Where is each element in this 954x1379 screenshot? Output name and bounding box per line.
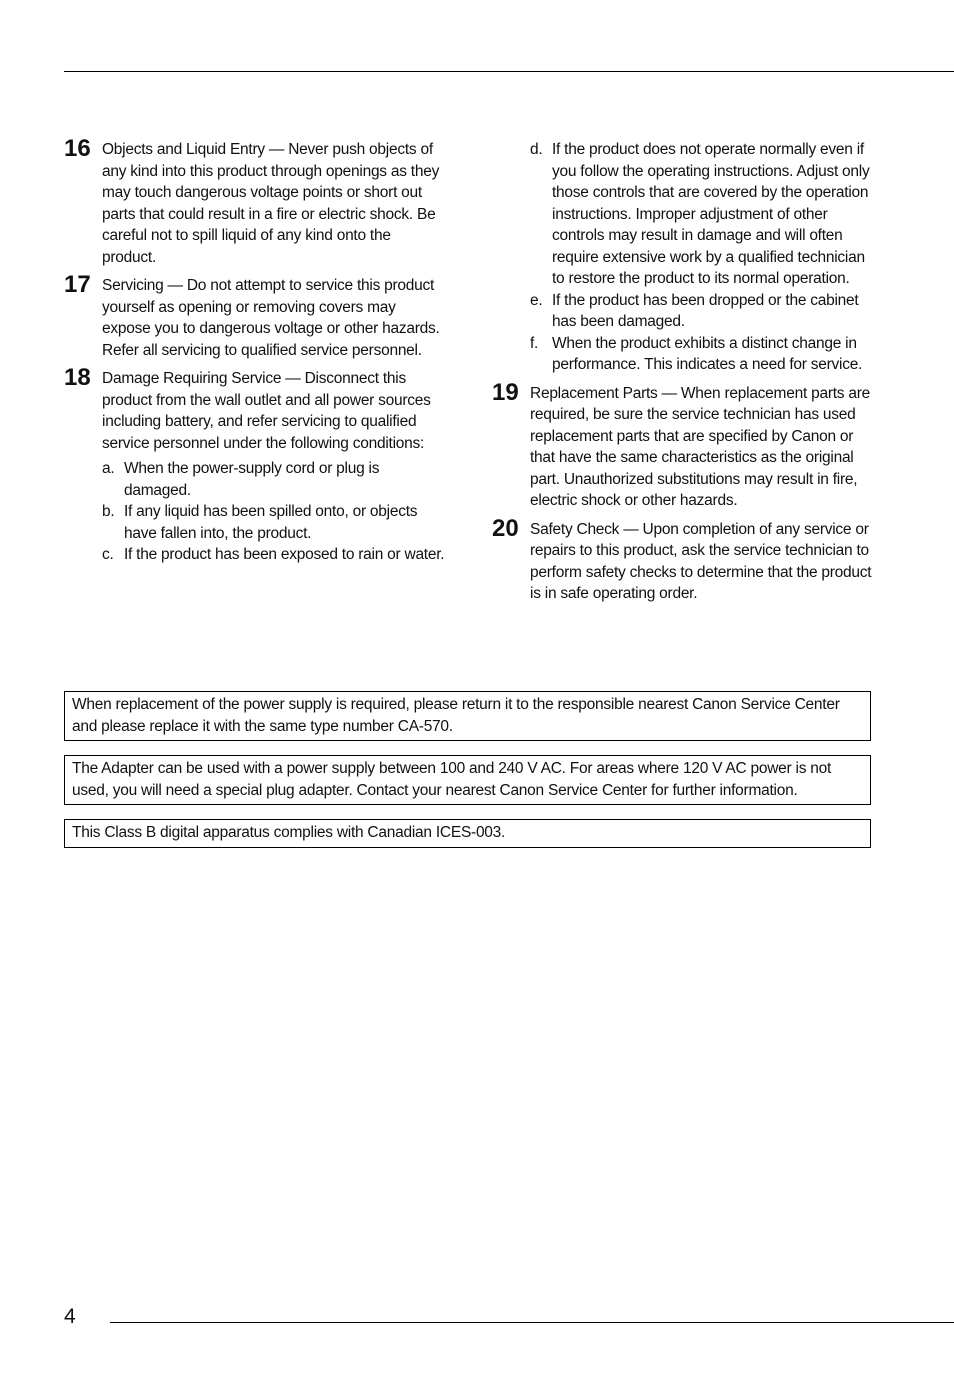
condition-marker: a. [102,460,115,477]
adapter-notice: The Adapter can be used with a power supply between 100 and 240 V AC. For areas where 120 V AC power is not used, you will need a special plug adapter. Contact your nearest Canon Service Center for further information. [64,755,871,805]
condition-text: When the product exhibits a distinct change in performance. This indicates a need for service. [552,334,863,373]
safety-item-19 [492,378,874,512]
ices-compliance-notice: This Class B digital apparatus complies with Canadian ICES-003. [64,819,871,848]
power-supply-notice: When replacement of the power supply is required, please return it to the responsible nearest Canon Service Center and please replace it with the same type number CA-570. [64,691,871,741]
condition-list-continued [492,139,874,376]
safety-item-18 [64,364,446,566]
item-text: Servicing — Do not attempt to service this product yourself as opening or removing covers may expose you to dangerous voltage or other hazards. Refer all servicing to qualified service personnel. [102,277,440,359]
condition-marker: f. [530,334,539,352]
item-number: 17 [64,271,91,298]
condition-text: When the power-supply cord or plug is damaged. [124,460,380,499]
safety-item-17 [64,271,446,361]
safety-item-16 [64,135,446,268]
left-column [64,135,446,573]
condition-marker: b. [102,503,115,520]
condition-marker: e. [530,291,543,309]
safety-item-20 [492,514,874,605]
condition-item-d [530,139,874,290]
item-number: 20 [492,514,519,542]
item-number: 18 [64,364,91,391]
condition-text: If the product has been dropped or the cabinet has been damaged. [552,291,859,330]
item-number: 16 [64,135,91,162]
item-number: 19 [492,378,519,406]
condition-text: If the product does not operate normally even if you follow the operating instructions. Adjust only those controls that are covered by the operation instructions. Improper adjustment of other controls may result in damage and will often require extensive work by a qualified technician to restore the product to its normal operation. [552,141,870,287]
condition-item-f [530,333,874,376]
condition-item-a [102,458,446,501]
item-text: Replacement Parts — When replacement parts are required, be sure the service technician has used replacement parts that are specified by Canon or that have the same characteristics as the original part. Unauthorized substitutions may result in fire, electric shock or other hazards. [530,384,870,509]
condition-list [102,458,446,566]
condition-item-c [102,544,446,566]
item-text: Safety Check — Upon completion of any service or repairs to this product, ask the service technician to perform safety checks to determine that the product is in safe operating order. [530,520,872,602]
condition-item-e [530,290,874,333]
item-text: Damage Requiring Service — Disconnect this product from the wall outlet and all power sources including battery, and refer servicing to qualified service personnel under the following conditions: [102,370,431,452]
condition-item-b [102,501,446,544]
condition-marker: c. [102,546,114,563]
condition-text: If any liquid has been spilled onto, or objects have fallen into, the product. [124,503,418,542]
footer-rule [110,1322,954,1323]
condition-marker: d. [530,141,543,158]
item-text: Objects and Liquid Entry — Never push objects of any kind into this product through openings as they may touch dangerous voltage points or short out parts that could result in a fire or electric shock. Be careful not to spill liquid of any kind onto the product. [102,141,440,266]
right-column [492,139,874,612]
page-number: 4 [64,1305,76,1328]
header-rule [64,71,954,72]
condition-text: If the product has been exposed to rain or water. [124,546,445,563]
